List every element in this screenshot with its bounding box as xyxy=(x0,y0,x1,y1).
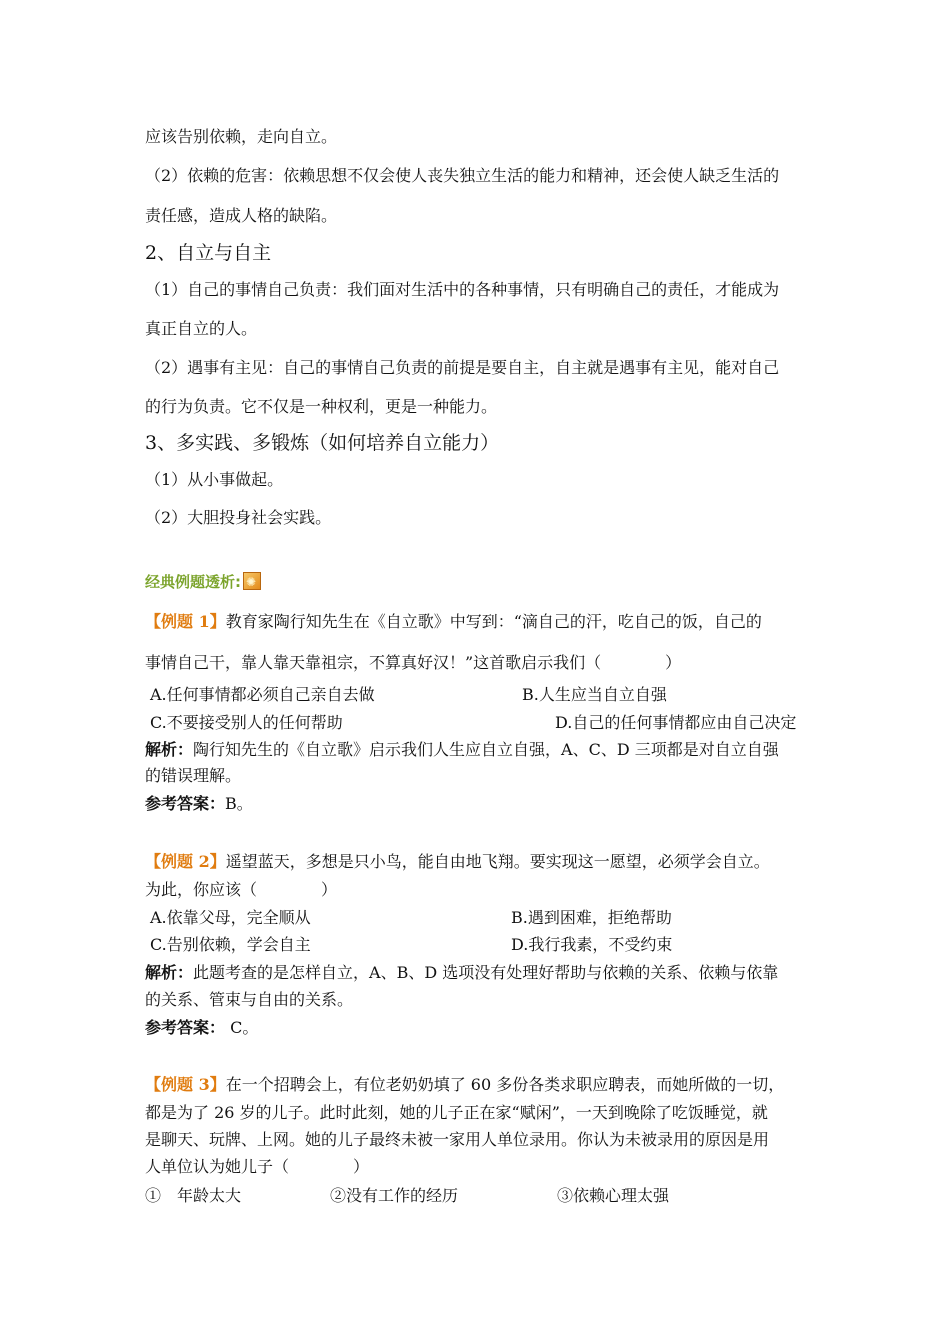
example-question: 【例题 2】遥望蓝天，多想是只小鸟，能自由地飞翔。要实现这一愿望，必须学会自立。 xyxy=(145,852,770,871)
analysis: 的错误理解。 xyxy=(145,766,242,785)
example-question: 是聊天、玩牌、上网。她的儿子最终未被一家用人单位录用。你认为未被录用的原因是用 xyxy=(145,1130,770,1149)
option-c: C.告别依赖，学会自主 xyxy=(150,935,311,954)
option-b: B.人生应当自立自强 xyxy=(522,685,667,704)
analysis-label: 解析： xyxy=(145,740,194,759)
option-d: D.我行我素，不受约束 xyxy=(511,935,673,954)
section-title-text: 经典例题透析: xyxy=(145,573,241,591)
paragraph: （2）依赖的危害：依赖思想不仅会使人丧失独立生活的能力和精神，还会使人缺乏生活的 xyxy=(145,166,780,185)
paragraph: （2）大胆投身社会实践。 xyxy=(145,508,332,527)
example-question: 都是为了 26 岁的儿子。此时此刻，她的儿子正在家“赋闲”，一天到晚除了吃饭睡觉，就 xyxy=(145,1103,768,1122)
example-question: 【例题 3】在一个招聘会上，有位老奶奶填了 60 多份各类求职应聘表，而她所做的一切， xyxy=(145,1075,785,1094)
answer: 参考答案：B。 xyxy=(145,794,253,813)
example-question: 为此，你应该（ ） xyxy=(145,880,338,899)
paragraph: （1）从小事做起。 xyxy=(145,470,284,489)
paragraph: 责任感，造成人格的缺陷。 xyxy=(145,206,338,225)
paragraph: 的行为负责。它不仅是一种权利，更是一种能力。 xyxy=(145,397,498,416)
heading: 3、多实践、多锻炼（如何培养自立能力） xyxy=(145,432,500,454)
paragraph: 真正自立的人。 xyxy=(145,319,258,338)
option-b: B.遇到困难，拒绝帮助 xyxy=(511,908,672,927)
example-tag: 【例题 1】 xyxy=(145,612,226,631)
folder-star-icon xyxy=(243,572,261,590)
analysis: 的关系、管束与自由的关系。 xyxy=(145,990,354,1009)
example-question: 【例题 1】教育家陶行知先生在《自立歌》中写到：“滴自己的汗，吃自己的饭，自己的 xyxy=(145,612,762,631)
option-a: A.依靠父母，完全顺从 xyxy=(150,908,311,927)
analysis-label: 解析： xyxy=(145,963,194,982)
answer: 参考答案： C。 xyxy=(145,1018,259,1037)
option-1: ① 年龄太大 xyxy=(145,1186,242,1205)
heading: 2、自立与自主 xyxy=(145,242,272,264)
example-question: 事情自己干，靠人靠天靠祖宗，不算真好汉！”这首歌启示我们（ ） xyxy=(145,653,682,672)
example-tag: 【例题 3】 xyxy=(145,1075,226,1094)
analysis: 解析：陶行知先生的《自立歌》启示我们人生应自立自强，A、C、D 三项都是对自立自强 xyxy=(145,740,779,759)
option-a: A.任何事情都必须自己亲自去做 xyxy=(150,685,375,704)
option-c: C.不要接受别人的任何帮助 xyxy=(150,713,343,732)
paragraph: 应该告别依赖，走向自立。 xyxy=(145,127,338,146)
answer-label: 参考答案： xyxy=(145,1018,226,1037)
example-question: 人单位认为她儿子（ ） xyxy=(145,1157,370,1176)
paragraph: （2）遇事有主见：自己的事情自己负责的前提是要自主，自主就是遇事有主见，能对自己 xyxy=(145,358,780,377)
answer-label: 参考答案： xyxy=(145,794,226,813)
section-title xyxy=(145,572,261,592)
option-d: D.自己的任何事情都应由自己决定 xyxy=(555,713,797,732)
option-3: ③依赖心理太强 xyxy=(557,1186,670,1205)
example-tag: 【例题 2】 xyxy=(145,852,226,871)
option-2: ②没有工作的经历 xyxy=(330,1186,459,1205)
paragraph: （1）自己的事情自己负责：我们面对生活中的各种事情，只有明确自己的责任，才能成为 xyxy=(145,280,780,299)
analysis: 解析：此题考查的是怎样自立，A、B、D 选项没有处理好帮助与依赖的关系、依赖与依靠 xyxy=(145,963,779,982)
